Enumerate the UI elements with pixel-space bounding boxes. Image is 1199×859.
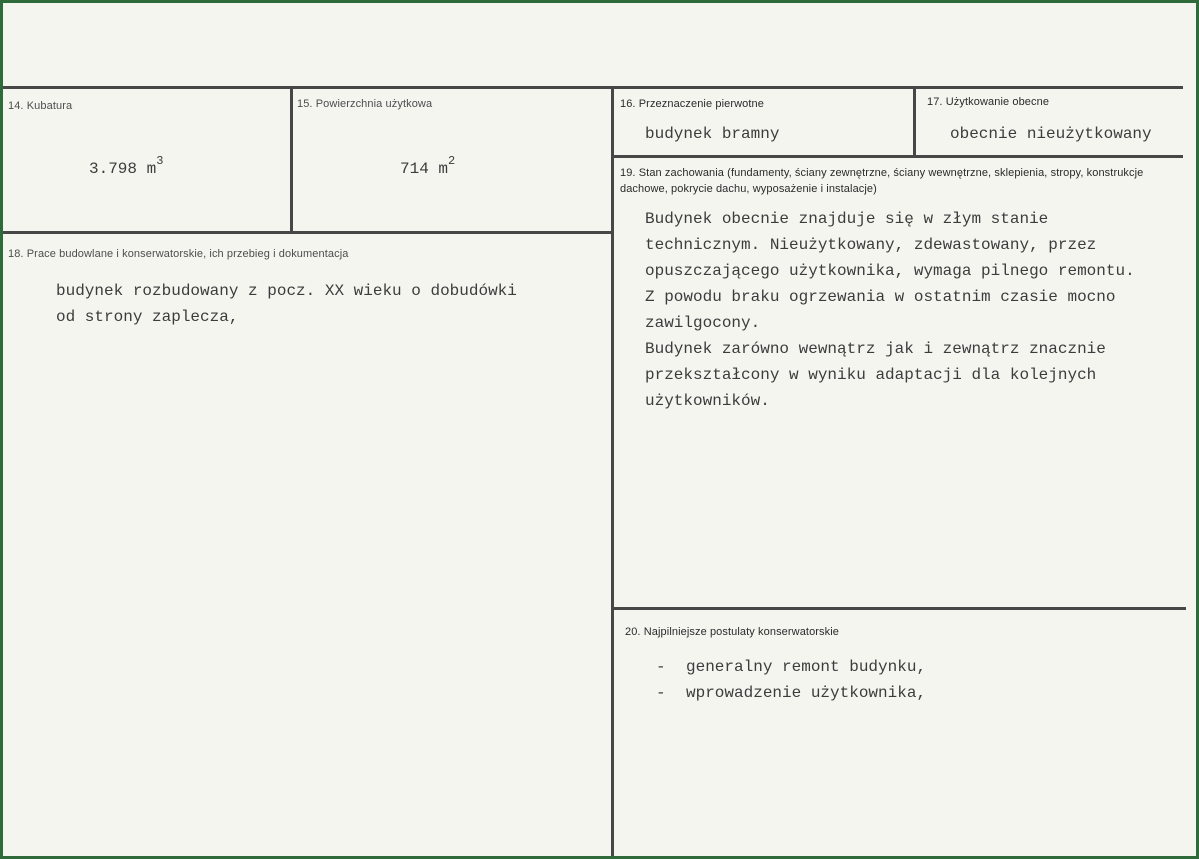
rule-below-14-15	[3, 231, 614, 234]
divider-14-15	[290, 89, 293, 233]
stan-text	[645, 206, 1135, 414]
postulaty-item-text: wprowadzenie użytkownika,	[686, 684, 927, 702]
przeznaczenie-value: budynek bramny	[645, 125, 780, 143]
rule-above-20	[611, 607, 1186, 610]
card-paper	[3, 3, 1196, 856]
uzytkowanie-label: 17. Użytkowanie obecne	[927, 96, 1050, 108]
uzytkowanie-value: obecnie nieużytkowany	[950, 125, 1152, 143]
powierzchnia-exponent: 2	[448, 154, 456, 168]
stan-line: Z powodu braku ogrzewania w ostatnim czasie mocno	[645, 288, 1116, 306]
stan-line: technicznym. Nieużytkowany, zdewastowany, przez	[645, 236, 1097, 254]
prace-label: 18. Prace budowlane i konserwatorskie, ich przebieg i dokumentacja	[8, 248, 349, 260]
kubatura-unit: m	[146, 160, 157, 178]
kubatura-label: 14. Kubatura	[8, 100, 73, 112]
postulaty-bullet: -	[656, 684, 666, 702]
postulaty-item-text: generalny remont budynku,	[686, 658, 927, 676]
postulaty-item	[656, 680, 926, 706]
stan-line: zawilgocony.	[645, 314, 761, 332]
postulaty-list	[656, 654, 926, 706]
stan-line: opuszczającego użytkownika, wymaga pilnego remontu.	[645, 262, 1135, 280]
prace-line: od strony zaplecza,	[56, 308, 239, 326]
powierzchnia-number: 714	[400, 160, 429, 178]
stan-line: Budynek obecnie znajduje się w złym stanie	[645, 210, 1049, 228]
kubatura-value	[89, 154, 164, 178]
powierzchnia-label: 15. Powierzchnia użytkowa	[297, 98, 433, 110]
postulaty-item	[656, 654, 926, 680]
stan-line: Budynek zarówno wewnątrz jak i zewnątrz znacznie	[645, 340, 1106, 358]
przeznaczenie-label: 16. Przeznaczenie pierwotne	[620, 98, 764, 110]
prace-text	[56, 278, 517, 330]
kubatura-number: 3.798	[89, 160, 138, 178]
postulaty-label: 20. Najpilniejsze postulaty konserwatorskie	[625, 626, 840, 638]
rule-below-16-17	[611, 155, 1183, 158]
kubatura-exponent: 3	[156, 154, 164, 168]
top-rule	[3, 86, 1183, 89]
center-divider	[611, 89, 614, 856]
stan-line: użytkowników.	[645, 392, 770, 410]
powierzchnia-unit: m	[438, 160, 449, 178]
stan-line: przekształcony w wyniku adaptacji dla kolejnych	[645, 366, 1097, 384]
powierzchnia-value	[400, 154, 456, 178]
stan-label: 19. Stan zachowania (fundamenty, ściany zewnętrzne, ściany wewnętrzne, sklepienia, stropy, konstrukcje dachowe, pokrycie dachu, wyposażenie i instalacje)	[620, 167, 1144, 195]
prace-line: budynek rozbudowany z pocz. XX wieku o dobudówki	[56, 282, 517, 300]
divider-16-17	[913, 89, 916, 157]
postulaty-bullet: -	[656, 658, 666, 676]
